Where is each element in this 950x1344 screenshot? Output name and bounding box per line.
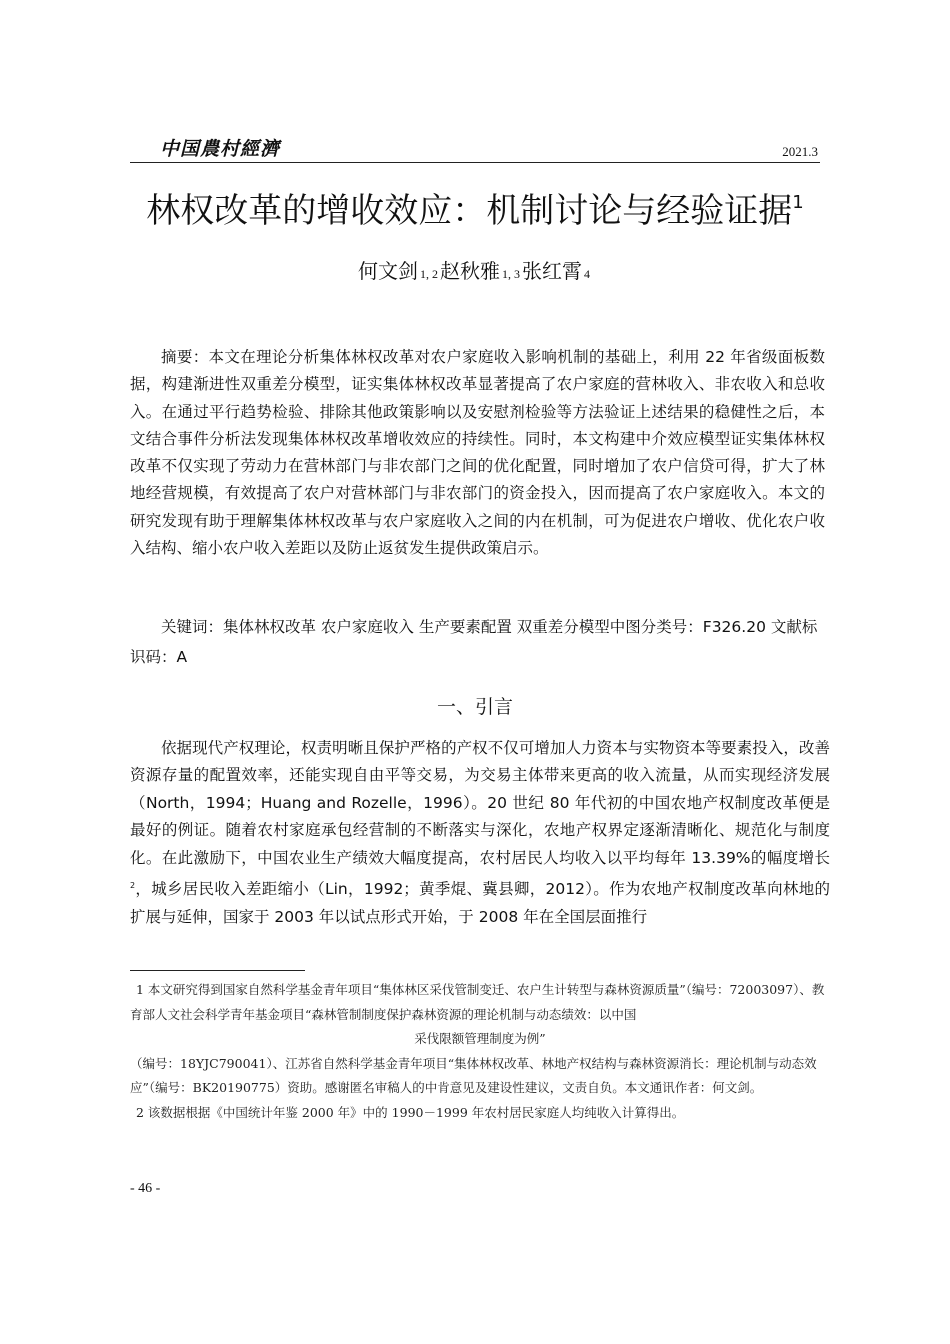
journal-logo: 中国農村經濟: [160, 138, 281, 160]
body-text-part1: 依据现代产权理论，权责明晰且保护严格的产权不仅可增加人力资本与实物资本等要素投入，改善资源存量的配置效率，还能实现自由平等交易，为交易主体带来更高的收入流量，从而实现经济发展（North，1994；Huang and Rozelle，1996）。20 世纪 80 年代初的中国农地产权制度改革便是最好的例证。随着农村家庭承包经营制的不断落实与深化，农地产权界定逐渐清晰化、规范化与制度化。在此激励下，中国农业生产绩效大幅度提高，农村居民人均收入以平均每年 13.39%的幅度增长: [130, 739, 830, 867]
footnote-1-line-1: 1 本文研究得到国家自然科学基金青年项目“集体林区采伐管制变迁、农户生计转型与森林资源质量”（编号：72003097）、教育部人文社会科学青年基金项目“森林管制制度保护森林资源的理论机制与动态绩效：以中国: [130, 982, 825, 1022]
author-list: [0, 255, 950, 284]
footnote-1-line-3: （编号：18YJC790041）、江苏省自然科学基金青年项目“集体林权改革、林地产权结构与森林资源消长：理论机制与动态效应”（编号：BK20190775）资助。感谢匿名审稿人的中肯意见及建设性建议，文责自负。本文通讯作者：何文剑。: [130, 1055, 817, 1095]
page-header: [130, 132, 820, 163]
section-heading: 一、引言: [436, 696, 513, 718]
title-footnote-mark: 1: [792, 192, 804, 213]
keywords: 关键词：集体林权改革 农户家庭收入 生产要素配置 双重差分模型中图分类号：F326.20 文献标识码：A: [130, 618, 818, 666]
paper-title-text: 林权改革的增收效应：机制讨论与经验证据: [146, 191, 793, 231]
author-name: 赵秋雅: [440, 259, 500, 283]
author-affiliation: 1, 3: [502, 267, 520, 281]
abstract: 摘要：本文在理论分析集体林权改革对农户家庭收入影响机制的基础上，利用 22 年省级面板数据，构建渐进性双重差分模型，证实集体林权改革显著提高了农户家庭的营林收入、非农收入和总收入。在通过平行趋势检验、排除其他政策影响以及安慰剂检验等方法验证上述结果的稳健性之后，本文结合事件分析法发现集体林权改革增收效应的持续性。同时，本文构建中介效应模型证实集体林权改革不仅实现了劳动力在营林部门与非农部门之间的优化配置，同时增加了农户信贷可得，扩大了林地经营规模，有效提高了农户对营林部门与非农部门的资金投入，因而提高了农户家庭收入。本文的研究发现有助于理解集体林权改革与农户家庭收入之间的内在机制，可为促进农户增收、优化农户收入结构、缩小农户收入差距以及防止返贫发生提供政策启示。: [130, 348, 825, 558]
page-number: - 46 -: [130, 1181, 161, 1196]
issue-number: 2021.3: [782, 144, 818, 159]
body-paragraph: [130, 735, 830, 931]
author-name: 张红霄: [522, 259, 582, 283]
author-affiliation: 1, 2: [420, 267, 438, 281]
author-affiliation: 4: [584, 267, 590, 281]
footnote-2: 2 该数据根据《中国统计年鉴 2000 年》中的 1990－1999 年农村居民家庭人均纯收入计算得出。: [136, 1104, 685, 1120]
author-name: 何文剑: [358, 259, 418, 283]
paper-title: [0, 183, 950, 232]
body-text-part2: ，城乡居民收入差距缩小（Lin，1992；黄季焜、冀县卿，2012）。作为农地产权制度改革向林地的扩展与延伸，国家于 2003 年以试点形式开始，于 2008 年在全国层面推行: [130, 880, 830, 926]
footnote-divider: [130, 970, 305, 971]
footnote-1-line-2: 采伐限额管理制度为例”: [414, 1031, 546, 1046]
footnotes: [130, 978, 830, 1125]
body-footnote-mark: 2: [130, 881, 136, 891]
